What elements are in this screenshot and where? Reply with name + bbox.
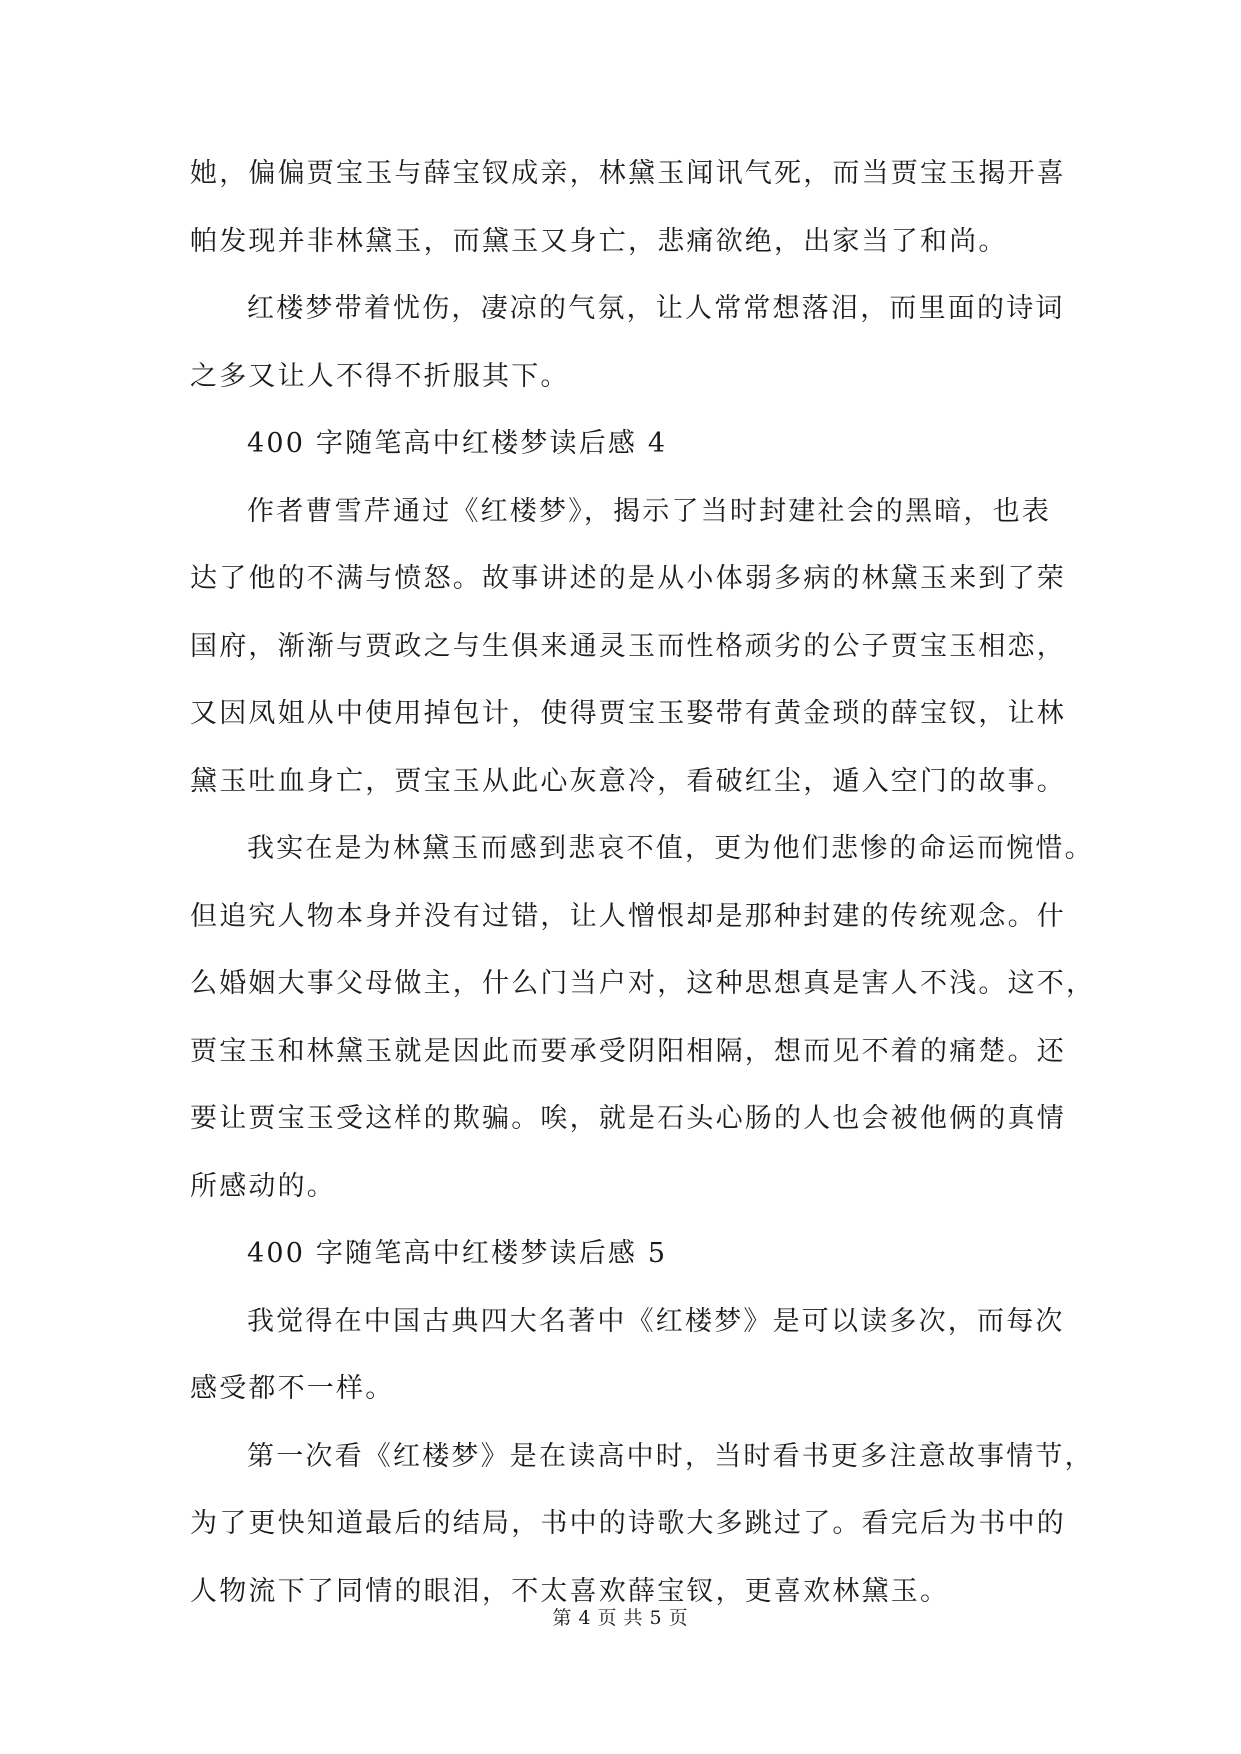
footer-prefix: 第 [552,1607,573,1629]
paragraph-line: 作者曹雪芹通过《红楼梦》，揭示了当时封建社会的黑暗，也表 [247,495,1052,527]
paragraph-line: 之多又让人不得不折服其下。 [190,360,570,392]
section-heading: 400 字随笔高中红楼梦读后感 5 [247,1238,668,1269]
footer-total-pages: 5 [649,1607,663,1629]
paragraph-line: 第一次看《红楼梦》是在读高中时，当时看书更多注意故事情节， [247,1440,1094,1472]
paragraph-line: 贾宝玉和林黛玉就是因此而要承受阴阳相隔，想而见不着的痛楚。还 [190,1035,1066,1067]
paragraph-line: 所感动的。 [190,1170,336,1202]
footer-page-word: 页 [597,1607,618,1629]
paragraph-line: 达了他的不满与愤怒。故事讲述的是从小体弱多病的林黛玉来到了荣 [190,563,1066,594]
footer-total-word: 共 [623,1607,644,1629]
paragraph-line: 黛玉吐血身亡，贾宝玉从此心灰意冷，看破红尘，遁入空门的故事。 [190,765,1066,797]
paragraph-line: 我觉得在中国古典四大名著中《红楼梦》是可以读多次，而每次 [247,1305,1065,1337]
paragraph-line: 她，偏偏贾宝玉与薛宝钗成亲，林黛玉闻讯气死，而当贾宝玉揭开喜 [190,158,1066,189]
page-footer [0,1606,1241,1630]
paragraph-line: 我实在是为林黛玉而感到悲哀不值，更为他们悲惨的命运而惋惜。 [247,833,1094,864]
paragraph-line: 帕发现并非林黛玉，而黛玉又身亡，悲痛欲绝，出家当了和尚。 [190,225,1008,257]
paragraph-line: 又因凤姐从中使用掉包计，使得贾宝玉娶带有黄金琐的薛宝钗，让林 [190,698,1066,729]
paragraph-line: 么婚姻大事父母做主，什么门当户对，这种思想真是害人不浅。这不， [190,968,1096,999]
paragraph-line: 红楼梦带着忧伤，凄凉的气氛，让人常常想落泪，而里面的诗词 [247,293,1065,324]
footer-page-number: 4 [578,1607,592,1629]
paragraph-line: 国府，渐渐与贾政之与生俱来通灵玉而性格顽劣的公子贾宝玉相恋， [190,630,1066,662]
paragraph-line: 感受都不一样。 [190,1373,395,1404]
paragraph-line: 但追究人物本身并没有过错，让人憎恨却是那种封建的传统观念。什 [190,900,1066,932]
footer-suffix: 页 [668,1607,689,1629]
section-heading: 400 字随笔高中红楼梦读后感 4 [247,428,668,459]
paragraph-line: 为了更快知道最后的结局，书中的诗歌大多跳过了。看完后为书中的 [190,1508,1066,1539]
page-body [190,155,1096,1640]
paragraph-line: 要让贾宝玉受这样的欺骗。唉，就是石头心肠的人也会被他俩的真情 [190,1103,1066,1134]
paragraph-line: 人物流下了同情的眼泪，不太喜欢薛宝钗，更喜欢林黛玉。 [190,1575,950,1607]
